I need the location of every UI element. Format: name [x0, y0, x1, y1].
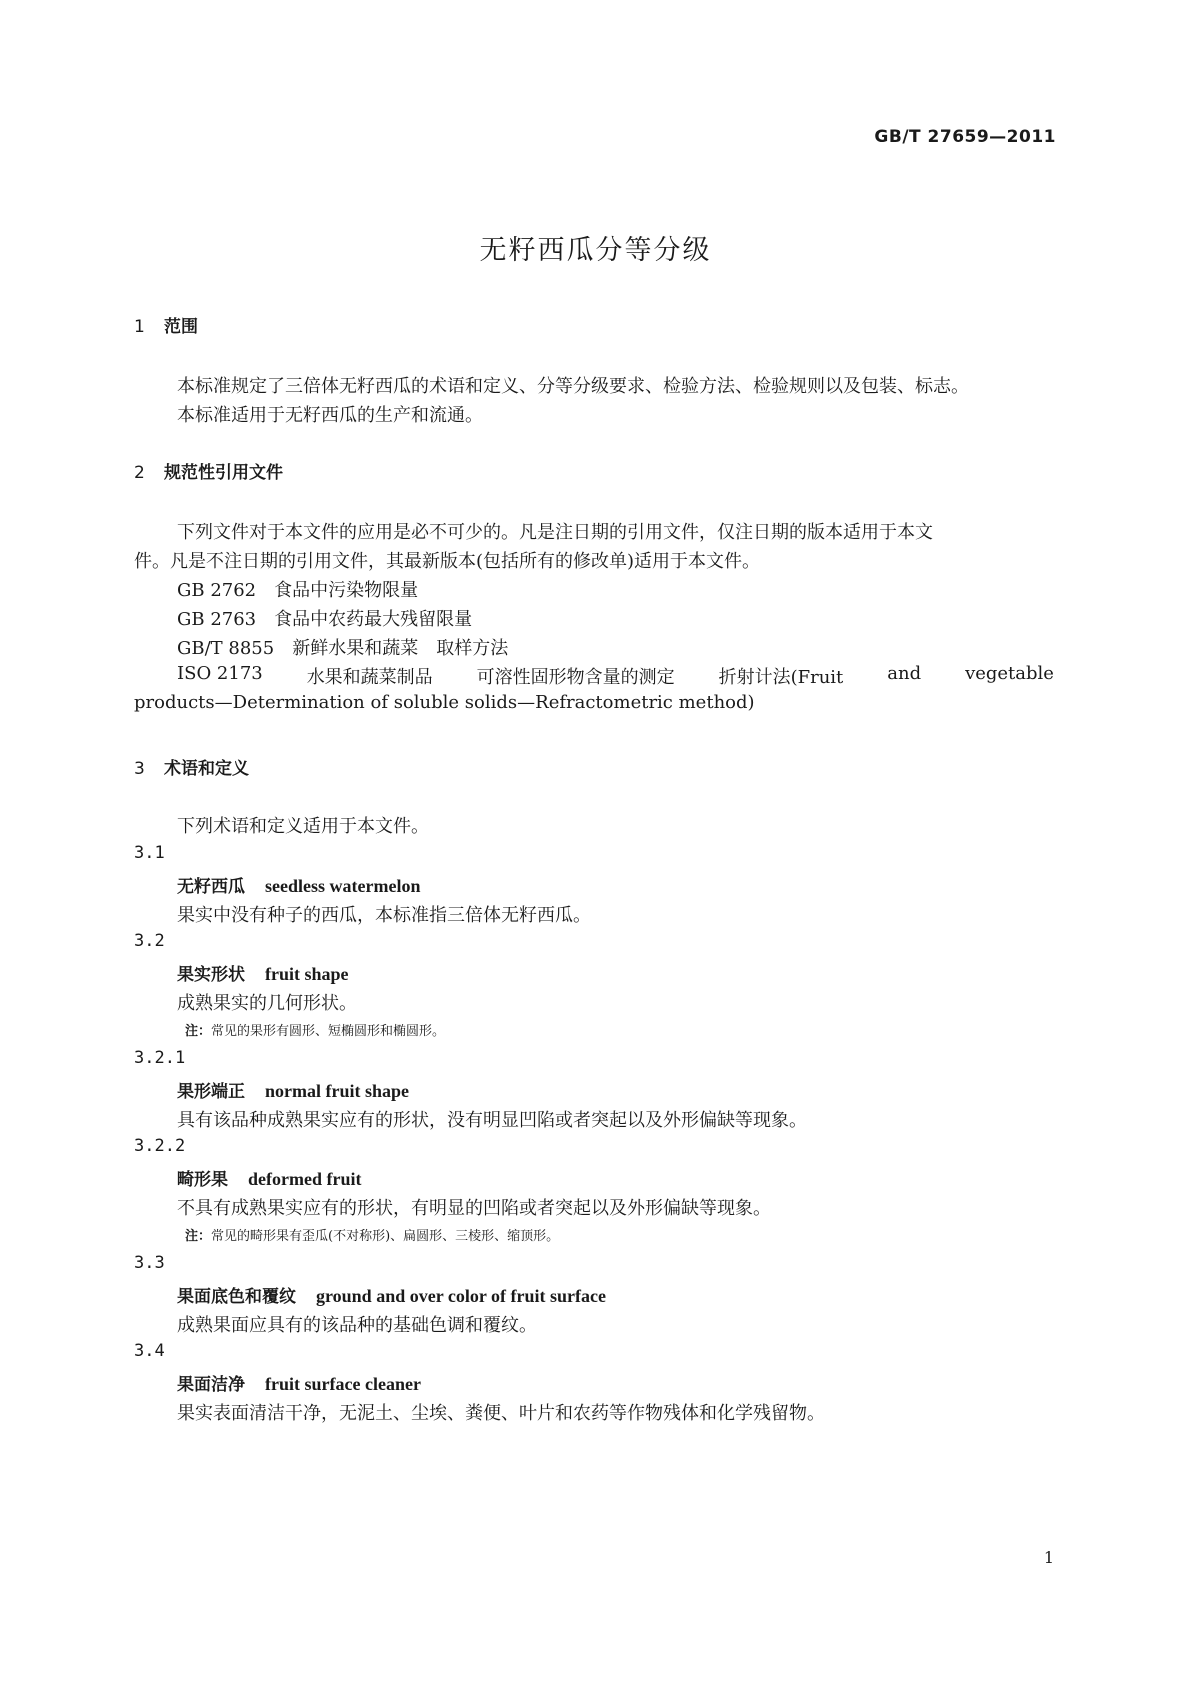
- term-definition: 不具有成熟果实应有的形状，有明显的凹陷或者突起以及外形偏缺等现象。: [177, 1198, 771, 1219]
- section-3-intro: 下列术语和定义适用于本文件。: [177, 816, 429, 837]
- iso-reference-line-1: [177, 663, 1054, 689]
- term-en: normal fruit shape: [265, 1081, 409, 1101]
- reference-item: [177, 576, 418, 602]
- clause-number: 3.4: [134, 1341, 165, 1361]
- term-en: deformed fruit: [248, 1169, 362, 1189]
- term-definition: 成熟果实的几何形状。: [177, 993, 357, 1014]
- section-number: 3: [134, 759, 145, 779]
- section-title: 术语和定义: [164, 759, 249, 779]
- reference-title: 食品中污染物限量: [274, 580, 419, 601]
- iso-part: ISO 2173: [177, 663, 263, 684]
- iso-part: 可溶性固形物含量的测定: [476, 667, 675, 688]
- section-2-intro-line-2: 件。凡是不注日期的引用文件，其最新版本(包括所有的修改单)适用于本文件。: [134, 551, 761, 572]
- note-label: 注：: [185, 1024, 212, 1039]
- term-note: [185, 1020, 445, 1039]
- section-title: 范围: [164, 317, 198, 337]
- term-definition: 成熟果面应具有的该品种的基础色调和覆纹。: [177, 1315, 537, 1336]
- section-number: 2: [134, 463, 145, 483]
- section-1-line-2: 本标准适用于无籽西瓜的生产和流通。: [177, 405, 483, 426]
- note-label: 注：: [185, 1229, 212, 1244]
- term-zh: 畸形果: [177, 1170, 228, 1190]
- clause-number: 3.2: [134, 931, 165, 951]
- note-text: 常见的畸形果有歪瓜(不对称形)、扁圆形、三棱形、缩顶形。: [211, 1229, 560, 1244]
- term-definition: 具有该品种成熟果实应有的形状，没有明显凹陷或者突起以及外形偏缺等现象。: [177, 1110, 807, 1131]
- term-zh: 果实形状: [177, 965, 245, 985]
- iso-part: 水果和蔬菜制品: [306, 667, 433, 688]
- standard-number: GB/T 27659—2011: [874, 127, 1056, 147]
- reference-code: GB/T 8855: [177, 638, 275, 659]
- section-2-intro-line-1: 下列文件对于本文件的应用是必不可少的。凡是注日期的引用文件，仅注日期的版本适用于本文: [177, 522, 933, 543]
- term-en: fruit shape: [265, 964, 349, 984]
- iso-reference-line-2: products—Determination of soluble solids—Refractometric method): [134, 692, 755, 713]
- reference-title: 新鲜水果和蔬菜 取样方法: [292, 638, 509, 659]
- section-title: 规范性引用文件: [164, 463, 283, 483]
- term-heading: [177, 1077, 409, 1102]
- term-heading: [177, 1282, 606, 1307]
- term-zh: 果面底色和覆纹: [177, 1287, 296, 1307]
- reference-code: GB 2762: [177, 580, 257, 601]
- page-number: 1: [1043, 1548, 1054, 1567]
- term-heading: [177, 960, 349, 985]
- section-3-heading: [134, 754, 249, 779]
- reference-title: 食品中农药最大残留限量: [274, 609, 473, 630]
- term-zh: 果形端正: [177, 1082, 245, 1102]
- iso-part: vegetable: [965, 663, 1054, 684]
- iso-part: 折射计法(Fruit: [718, 667, 844, 688]
- section-2-heading: [134, 458, 283, 483]
- clause-number: 3.1: [134, 843, 165, 863]
- term-definition: 果实中没有种子的西瓜，本标准指三倍体无籽西瓜。: [177, 905, 591, 926]
- term-heading: [177, 872, 420, 897]
- term-en: ground and over color of fruit surface: [316, 1286, 606, 1306]
- section-1-heading: [134, 312, 198, 337]
- note-text: 常见的果形有圆形、短椭圆形和椭圆形。: [211, 1024, 446, 1039]
- term-en: fruit surface cleaner: [265, 1374, 421, 1394]
- term-zh: 无籽西瓜: [177, 877, 245, 897]
- term-heading: [177, 1370, 421, 1395]
- reference-code: GB 2763: [177, 609, 257, 630]
- section-number: 1: [134, 317, 145, 337]
- term-zh: 果面洁净: [177, 1375, 245, 1395]
- clause-number: 3.3: [134, 1253, 165, 1273]
- document-title: 无籽西瓜分等分级: [479, 235, 712, 266]
- reference-item: [177, 605, 472, 631]
- reference-item: [177, 634, 508, 660]
- term-heading: [177, 1165, 361, 1190]
- clause-number: 3.2.1: [134, 1048, 186, 1068]
- section-1-line-1: 本标准规定了三倍体无籽西瓜的术语和定义、分等分级要求、检验方法、检验规则以及包装、标志。: [177, 376, 969, 397]
- term-en: seedless watermelon: [265, 876, 421, 896]
- term-definition: 果实表面清洁干净，无泥土、尘埃、粪便、叶片和农药等作物残体和化学残留物。: [177, 1403, 825, 1424]
- iso-part: and: [887, 663, 922, 684]
- clause-number: 3.2.2: [134, 1136, 186, 1156]
- term-note: [185, 1225, 559, 1244]
